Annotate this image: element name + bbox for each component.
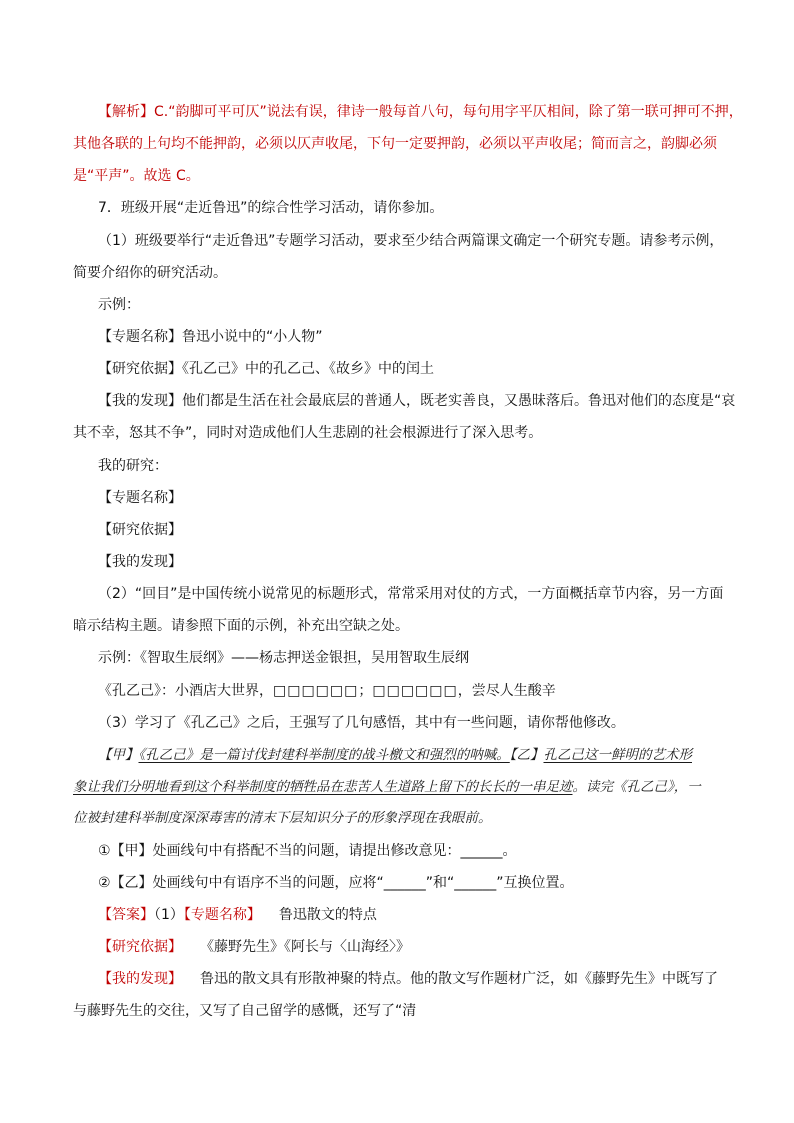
example-finding-2: 其不幸，怒其不争”，同时对造成他们人生悲剧的社会根源进行了深入思考。 — [73, 425, 543, 441]
answer-topic-tag: 【专题名称】 — [183, 907, 261, 923]
part2-line-2: 暗示结构主题。请参照下面的示例，补充出空缺之处。 — [73, 618, 409, 634]
example-topic: 【专题名称】鲁迅小说中的“小人物” — [98, 329, 323, 345]
yi-tag: 【乙】 — [509, 747, 544, 763]
after-yi-text: 。读完《孔乙己》，一 — [572, 779, 701, 795]
analysis-text-1: C.“韵脚可平可仄”说法有误，律诗一般每首八句，每句用字平仄相间，除了第一联可押可不押， — [154, 104, 743, 120]
fill-boxes-1: □□□□□□ — [273, 683, 359, 699]
example-finding-1: 【我的发现】他们都是生活在社会最底层的普通人，既老实善良，又愚昧落后。鲁迅对他们的态度是“哀 — [98, 393, 736, 409]
my-finding-field: 【我的发现】 — [98, 554, 182, 570]
part2-line-1: （2）“回目”是中国传统小说常见的标题形式，常常采用对仗的方式，一方面概括章节内容，另一方面 — [98, 586, 724, 602]
yi-underlined-sentence-2: 象让我们分明地看到这个科举制度的牺牲品在悲苦人生道路上留下的长长的一串足迹 — [73, 779, 573, 795]
part2-fill-line — [98, 681, 758, 701]
fill-separator: ； — [358, 683, 373, 699]
answer-line-2 — [98, 937, 758, 957]
my-research-label: 我的研究： — [98, 458, 168, 474]
fill-prefix: 《孔乙己》：小酒店大世界， — [98, 683, 273, 699]
my-basis-field: 【研究依据】 — [98, 522, 182, 538]
answer-line-1 — [98, 905, 758, 925]
fill-suffix: ，尝尽人生酸辛 — [457, 683, 556, 699]
analysis-line-1 — [98, 102, 758, 122]
answer-topic-value: 鲁迅散文的特点 — [278, 907, 377, 923]
part2-example: 示例：《智取生辰纲》——杨志押送金银担，吴用智取生辰纲 — [98, 650, 469, 666]
example-basis: 【研究依据】《孔乙己》中的孔乙己、《故乡》中的闰土 — [98, 361, 434, 377]
answer-line-3 — [98, 969, 758, 989]
part3-question-1: ①【甲】处画线句中有搭配不当的问题，请提出修改意见：______。 — [98, 843, 517, 859]
part3-essay-line-2 — [73, 777, 733, 797]
answer-part1-number: （1） — [154, 907, 184, 923]
answer-finding-tag: 【我的发现】 — [98, 971, 182, 987]
answer-tag: 【答案】 — [98, 907, 154, 923]
part3-intro: （3）学习了《孔乙己》之后，王强写了几句感悟，其中有一些问题，请你帮他修改。 — [98, 715, 625, 731]
fill-boxes-2: □□□□□□ — [372, 683, 458, 699]
part3-essay-line-3: 位被封建科举制度深深毒害的清末下层知识分子的形象浮现在我眼前。 — [73, 810, 492, 826]
jia-underlined-sentence: 《孔乙己》是一篇讨伐封建科举制度的战斗檄文和强烈的呐喊。 — [138, 747, 510, 763]
my-topic-field: 【专题名称】 — [98, 490, 182, 506]
part1-line-1: （1）班级要举行“走近鲁迅”专题学习活动，要求至少结合两篇课文确定一个研究专题。请参考示例， — [98, 233, 724, 249]
analysis-tag: 【解析】 — [98, 104, 154, 120]
analysis-line-3: 是“平声”。故选 C。 — [73, 168, 200, 184]
part3-question-2: ②【乙】处画线句中有语序不当的问题，应将“______”和“______”互换位置。 — [98, 875, 574, 891]
analysis-line-2: 其他各联的上句均不能押韵，必须以仄声收尾，下句一定要押韵，必须以平声收尾；简而言之，韵脚必须 — [73, 136, 717, 152]
answer-basis-value: 《藤野先生》《阿长与〈山海经〉》 — [200, 939, 410, 955]
answer-finding-text-1: 鲁迅的散文具有形散神聚的特点。他的散文写作题材广泛，如《藤野先生》中既写了 — [200, 971, 718, 987]
jia-tag: 【甲】 — [98, 747, 139, 763]
example-label: 示例： — [98, 297, 140, 313]
part3-essay-line-1 — [98, 745, 758, 765]
question-7-title: 7．班级开展“走近鲁迅”的综合性学习活动，请你参加。 — [98, 200, 444, 216]
part1-line-2: 简要介绍你的研究活动。 — [73, 265, 227, 281]
yi-underlined-sentence-1: 孔乙己这一鲜明的艺术形 — [543, 747, 692, 763]
answer-basis-tag: 【研究依据】 — [98, 939, 182, 955]
answer-finding-text-2: 与藤野先生的交往，又写了自己留学的感慨，还写了“清 — [73, 1003, 417, 1019]
